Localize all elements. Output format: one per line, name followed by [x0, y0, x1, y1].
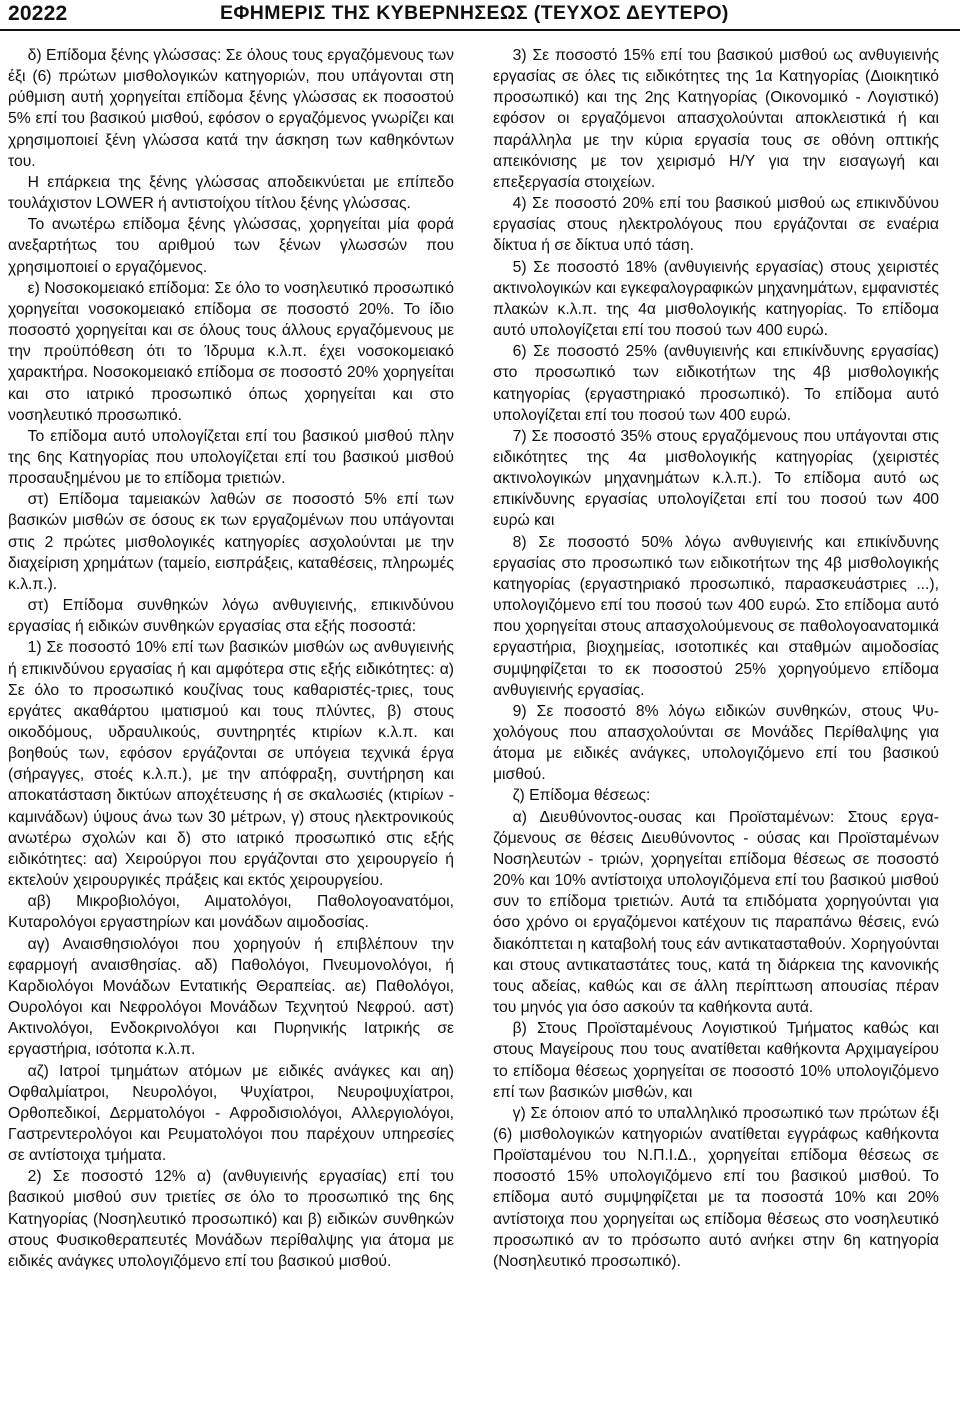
paragraph: 9) Σε ποσοστό 8% λόγω ειδικών συνθηκών, στους Ψυχολόγους που απασχολούνται σε Μονάδες Περίθαλψης για άτομα με ειδικές ανάγκες, υπολογιζόμενο επί του βασικού μισθού.	[493, 702, 939, 784]
paragraph: Το ανωτέρω επίδομα ξένης γλώσσας, χορηγείται μία φορά ανεξαρτήτως του αριθμού των ξένων γλωσσών που χρησιμοποιεί ο εργαζόμενος.	[8, 216, 454, 276]
paragraph: Η επάρκεια της ξένης γλώσσας αποδεικνύεται με επίπεδο τουλάχιστον LOWER ή αντιστοίχου τίτλου ξένης γλώσσας.	[8, 173, 454, 213]
gazette-title: ΕΦΗΜΕΡΙΣ ΤΗΣ ΚΥΒΕΡΝΗΣΕΩΣ (ΤΕΥΧΟΣ ΔΕΥΤΕΡΟ)	[220, 2, 729, 24]
header-rule	[0, 29, 960, 31]
paragraph: 1) Σε ποσοστό 10% επί των βασικών μισθών ως ανθυγιεινής ή επικινδύνου εργασίας ή και αμφότερα στις εξής ειδικότητες: α) Σε όλο το προσωπικό κουζίνας τους καθαριστές-τριες, τους εργάτες ακαθάρτου ιματισμού και τους πλύντες, β) στους οικοδόμους, υδραυλικούς, συντηρητές κτιρίων κ.λ.π. και βοηθούς των, εφόσον εργάζονται σε υπόγεια τεχνικά έργα (σήραγγες, στοές κ.λ.π.), με την απόφραξη, συντήρηση και αποκατάσταση δικτύων αποχέτευσης ή σε σκαλωσιές (κτιρίων - καμινάδων) ύψους άνω των 30 μέτρων, γ) στους ηλεκτρονικούς ανωτέρω σχολών και δ) στο ιατρικό προσωπικό στις εξής ειδικότητες: αα) Χειρούργοι που εργάζονται στο χειρουργείο ή εκτελούν χειρουργικές πράξεις και εκτός χειρουργείου.	[8, 639, 454, 890]
paragraph: 4) Σε ποσοστό 20% επί του βασικού μισθού ως επικινδύνου εργασίας στους ηλεκτρολόγους που εργάζονται σε εναέρια δίκτυα ή σε δίκτυα υπό τάση.	[493, 195, 939, 255]
paragraph: στ) Επίδομα ταμειακών λαθών σε ποσοστό 5% επί των βασικών μισθών σε όσους εκ των εργαζομένων που υπάγονται στις 2 πρώτες μισθολογικές κατηγορίες ασχολούνται με την διαχείριση χρημάτων (ταμείο, εισπράξεις, καταθέσεις, πληρωμές κ.λ.π.).	[8, 491, 454, 593]
paragraph: στ) Επίδομα συνθηκών λόγω ανθυγιεινής, επικινδύνου εργασίας ή ειδικών συνθηκών εργασίας στα εξής ποσοστά:	[8, 597, 454, 636]
paragraph: αγ) Αναισθησιολόγοι που χορηγούν ή επιβλέπουν την εφαρμογή αναισθησίας. αδ) Παθολόγοι, Πνευμονολόγοι, ή Καρδιολόγοι Μονάδων Εντατικής Θεραπείας. αε) Παθολόγοι, Ουρολόγοι και Νεφρολόγοι Μονάδων Τεχνητού Νεφρού. αστ) Ακτινολόγοι, Ενδοκρινολόγοι και Πυρηνικής Ιατρικής σε εργαστήρια, ισότοπα κ.λ.π.	[8, 935, 454, 1059]
paragraph: 6) Σε ποσοστό 25% (ανθυγιεινής και επικίνδυνης εργασίας) στο προσωπικό των ειδικοτήτων της 4β μισθολογικής κατηγορίας (εργαστηριακό προσωπικό). Το επίδομα αυτό υπολογίζεται επί του ποσού των 400 ευρώ.	[493, 343, 939, 424]
paragraph: ζ) Επίδομα θέσεως:	[512, 787, 651, 805]
right-column	[493, 45, 939, 1420]
paragraph: 3) Σε ποσοστό 15% επί του βασικού μισθού ως ανθυγιεινής εργασίας σε όλες τις ειδικότητες της 1α Κατηγορίας (Διοικητικό προσωπικό) και της 2ης Κατηγορίας (Οικονομικό - Λογιστικό) εφόσον οι εργαζόμενοι απασχολούνται αποκλειστικά ή και παράλληλα με την κύρια εργασία τους σε οθόνη οπτικής απεικόνισης με τον χειρισμό Η/Υ για την εισαγωγή και επεξεργασία στοιχείων.	[493, 47, 939, 191]
paragraph: 2) Σε ποσοστό 12% α) (ανθυγιεινής εργασίας) επί του βασικού μισθού συν τριετίες σε όλο το προσωπικό της 6ης Κατηγορίας (Νοσηλευτικό προσωπικό) και β) ειδικών συνθηκών στους Φυσικοθεραπευτές Μονάδων περίθαλψης για άτομα με ειδικές ανάγκες υπολογιζόμενο επί του βασικού μισθού.	[8, 1168, 454, 1270]
paragraph: αβ) Μικροβιολόγοι, Αιματολόγοι, Παθολογοανατόμοι, Κυταρολόγοι εργαστηρίων και μονάδων αιμοδοσίας.	[8, 893, 454, 932]
page-number: 20222	[8, 2, 68, 25]
page-header	[0, 0, 960, 30]
left-column	[8, 45, 454, 1420]
paragraph: 8) Σε ποσοστό 50% λόγω ανθυγιεινής και επικίνδυνης εργασίας στο προσωπικό των ειδικοτήτων της 4β μισθολογικής κατηγορίας (εργαστηριακό προσωπικό, παρασκευάστριες ...), υπολογιζόμενο επί του ποσού των 400 ευρώ. Στο επίδομα αυτό που χορηγείται στους απασχολούμενους σε παθολογοανατομικά εργαστήρια, βιοχημείας, ισοτοπικές και σταθμών αιμοδοσίας συμψηφίζεται το εκ ποσοστού 25% χορηγούμενο επίδομα ανθυγιεινής εργασίας.	[493, 533, 939, 699]
paragraph: 5) Σε ποσοστό 18% (ανθυγιεινής εργασίας) στους χειριστές ακτινολογικών και εγκεφαλογραφικών μηχανημάτων, εμφανιστές πλακών κ.λ.π. της 4α μισθολογικής κατηγορίας. Το επίδομα αυτό υπολογίζεται επί του ποσού των 400 ευρώ.	[493, 258, 939, 340]
paragraph: ε) Νοσοκομειακό επίδομα: Σε όλο το νοσηλευτικό προσωπικό χορηγείται νοσοκομειακό επίδομα σε ποσοστό 20%. Το ίδιο ποσοστό χορηγείται και σε όλους τους άλλους εργαζόμενους με την προϋπόθεση ότι το Ίδρυμα κ.λ.π. έχει νοσοκομειακό χαρακτήρα. Νοσοκομειακό επίδομα σε ποσοστό 20% χορηγείται και στο ιατρικό προσωπικό όπως χορηγείται και στο νοσηλευτικό προσωπικό.	[8, 279, 454, 424]
paragraph: β) Στους Προϊσταμένους Λογιστικού Τμήματος καθώς και στους Μαγείρους που τους ανατίθεται καθήκοντα Αρχιμαγείρου το επίδομα θέσεως χορηγείται σε ποσοστό 10% υπολογιζόμενο επί των βασικών μισθών, και	[493, 1020, 939, 1101]
paragraph: α) Διευθύνοντος-ουσας και Προϊσταμένων: Στους εργαζόμενους σε θέσεις Διευθύνοντος - ούσας και Προϊσταμένων Νοσηλευτών - τριών, χορηγείται επίδομα θέσεως σε ποσοστό 20% και 10% αντίστοιχα υπολογιζόμενα επί του βασικού μισθού συν το επίδομα τριετιών. Αυτά τα επιδόματα χορηγούνται για όσο χρόνο οι εργαζόμενοι κατέχουν τις παραπάνω θέσεις, ενώ διακόπτεται η καταβολή τους εάν αντικατασταθούν. Χορηγούνται και στους αντικαταστάτες τους, κατά τη διάρκεια της κανονικής τους αδείας, καθώς και σε άλλη περίπτωση απουσίας πέραν του μηνός για όσο ασκούν τα καθήκοντα αυτά.	[493, 808, 939, 1017]
paragraph: 7) Σε ποσοστό 35% στους εργαζόμενους που υπάγονται στις ειδικότητες της 4α μισθολογικής κατηγορίας (χειριστές ακτινολογικών μηχανημάτων κ.λ.π.). Το επίδομα αυτό ως επικίνδυνης εργασίας υπολογίζεται επί του ποσού των 400 ευρώ και	[493, 427, 939, 530]
paragraph: Το επίδομα αυτό υπολογίζεται επί του βασικού μισθού πλην της 6ης Κατηγορίας που υπολογίζεται επί του βασικού μισθού προσαυξημένου με το επίδομα τριετιών.	[8, 427, 454, 488]
paragraph: δ) Επίδομα ξένης γλώσσας: Σε όλους τους εργαζόμενους των έξι (6) πρώτων μισθολογικών κατηγοριών, που υπάγονται στη ρύθμιση αυτή χορηγείται επίδομα ξένης γλώσσας εκ ποσοστού 5% επί του βασικού μισθού, εφόσον ο εργαζόμενος γνωρίζει και χρησιμοποιεί ξένη γλώσσα κατά την άσκηση των καθηκόντων του.	[8, 47, 454, 170]
paragraph: γ) Σε όποιον από το υπαλληλικό προσωπικό των πρώτων έξι (6) μισθολογικών κατηγοριών ανατίθεται εγγράφως καθήκοντα Προϊσταμένου του Ν.Π.Ι.Δ., χορηγείται επίδομα θέσεως σε ποσοστό 15% υπολογιζόμενο επί του βασικού μισθού. Το επίδομα αυτό συμψηφίζεται με τα ποσοστά 10% και 20% αντίστοιχα που χορηγείται ως επίδομα θέσεως στο νοσηλευτικό προσωπικό αν το πρόσωπο αυτό ανήκει στην 6η κατηγορία (Νοσηλευτικό προσωπικό).	[493, 1104, 939, 1270]
paragraph: αζ) Ιατροί τμημάτων ατόμων με ειδικές ανάγκες και αη) Οφθαλμίατροι, Νευρολόγοι, Ψυχίατροι, Νευροψυχίατροι, Ορθοπεδικοί, Δερματολόγοι - Αφροδισιολόγοι, Αλλεργιολόγοι, Γαστρεντερολόγοι και Ρευματολόγοι που παρέχουν υπηρεσίες σε αντίστοιχα τμήματα.	[8, 1062, 454, 1165]
